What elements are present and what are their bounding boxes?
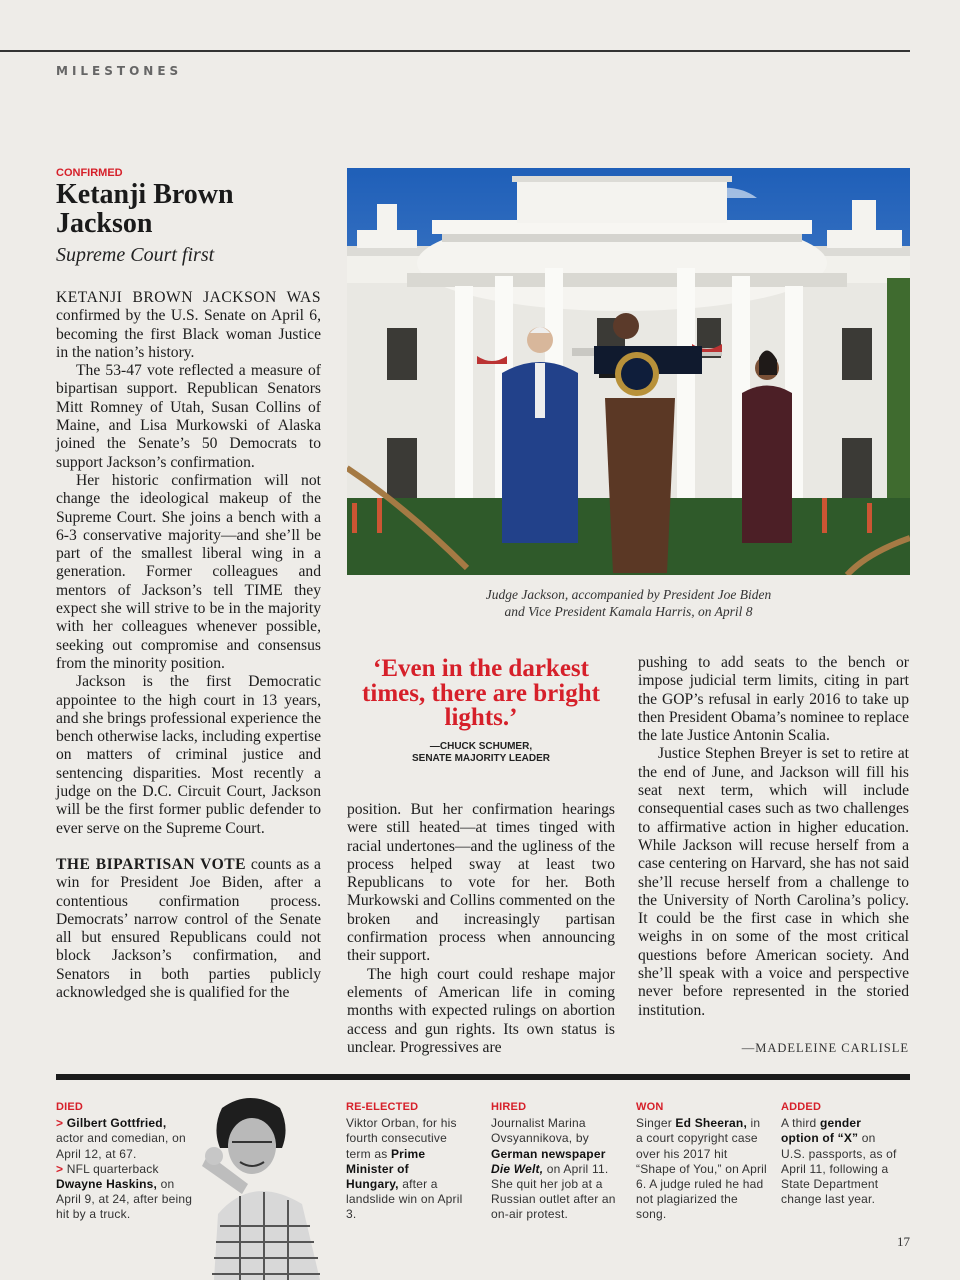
paragraph: The high court could reshape major elements of American life in coming months with expected rulings on abortion access and gun rights. Its own status is unclear. Progressives are bbox=[347, 965, 615, 1056]
brief-text: Singer bbox=[636, 1116, 676, 1131]
byline: —MADELEINE CARLISLE bbox=[741, 1041, 909, 1055]
article-column-1 bbox=[56, 289, 321, 1002]
attribution-line: —CHUCK SCHUMER, bbox=[429, 741, 533, 752]
brief-text: after a landslide win on April 3. bbox=[346, 1177, 463, 1222]
brief-text: NFL quarterback bbox=[66, 1161, 159, 1176]
pull-quote-attribution bbox=[347, 741, 615, 765]
paragraph: Her historic confirmation will not change the ideological makeup of the Supreme Court. She joins a bench with a 6-3 conservative majority—and she’ll be part of the smallest liberal wing in a generation. Former colleagues and mentors of Jackson’s tell TIME they expect she will strive to be in the majority with her colleagues whenever possible, seeking out compromise and consensus from the minority position. bbox=[56, 471, 321, 672]
feature-kicker: CONFIRMED bbox=[56, 167, 123, 179]
lead-in: KETANJI BROWN JACKSON WAS bbox=[56, 289, 321, 306]
brief-added bbox=[781, 1100, 901, 1207]
brief-text: on U.S. passports, as of April 11, following a State Department change last year. bbox=[781, 1131, 897, 1207]
brief-name: Prime Minister of Hungary, bbox=[346, 1146, 426, 1192]
caption-line: Judge Jackson, accompanied by President Joe Biden bbox=[485, 587, 772, 602]
brief-name: German newspaper bbox=[491, 1146, 606, 1161]
arrow-icon: > bbox=[56, 1161, 64, 1176]
attribution-line: SENATE MAJORITY LEADER bbox=[412, 753, 550, 764]
paragraph: Jackson is the first Democratic appointee to the high court in 13 years, and she brings professional experience the bench otherwise lacks, including expertise on matters of criminal justice and sentencing disparities. Most recently a judge on the D.C. Circuit Court, Jackson will be the first former public defender to ever serve on the Supreme Court. bbox=[56, 673, 321, 837]
section-label: MILESTONES bbox=[56, 64, 183, 78]
brief-label: ADDED bbox=[781, 1101, 822, 1113]
brief-text: actor and comedian, on April 12, at 67. bbox=[56, 1131, 186, 1161]
paragraph-text: counts as a win for President Joe Biden, after a contentious confirmation process. Democrats’ narrow control of the Senate all but ensured Republicans could not block Jackson’s confirmation, and Senators in both parties publicly acknowledged she is qualified for the bbox=[56, 855, 321, 1001]
paragraph: The 53-47 vote reflected a measure of bipartisan support. Republican Senators Mitt Romney of Utah, Susan Collins of Maine, and Lisa Murkowski of Alaska joined the Senate’s 50 Democrats to support Jackson’s confirmation. bbox=[56, 362, 321, 471]
article-column-3 bbox=[638, 654, 909, 1020]
brief-text: on April 9, at 24, after being hit by a truck. bbox=[56, 1177, 193, 1222]
brief-name: Gilbert Gottfried, bbox=[66, 1116, 167, 1131]
portrait-illustration bbox=[200, 1096, 330, 1280]
brief-text: Journalist Marina Ovsyannikova, by bbox=[491, 1116, 589, 1146]
brief-reelected bbox=[346, 1100, 464, 1223]
photo-caption bbox=[347, 586, 910, 620]
brief-name: Ed Sheeran, bbox=[675, 1116, 747, 1131]
white-house-photo bbox=[347, 168, 910, 575]
brief-label: DIED bbox=[56, 1101, 84, 1113]
brief-text: A third bbox=[781, 1116, 820, 1131]
arrow-icon: > bbox=[56, 1116, 64, 1131]
brief-won bbox=[636, 1100, 768, 1223]
brief-label: RE-ELECTED bbox=[346, 1101, 419, 1113]
brief-label: HIRED bbox=[491, 1101, 527, 1113]
ceremony-illustration bbox=[347, 168, 910, 575]
page-number: 17 bbox=[897, 1234, 910, 1249]
paragraph: Justice Stephen Breyer is set to retire at the end of June, and Jackson will fill his seat next term, which will include consequential cases such as two challenges to affirmative action in higher education. While Jackson will recuse herself from a case centering on Harvard, she has not said she’ll recuse herself from a challenge to the University of North Carolina’s policy. It could be the first case in which she weighs in on some of the most critical questions before American society. And she’ll speak with a voice and perspective never before represented in the storied institution. bbox=[638, 745, 909, 1019]
top-rule bbox=[0, 50, 910, 52]
brief-died bbox=[56, 1100, 196, 1223]
feature-dek: Supreme Court first bbox=[56, 244, 215, 266]
feature-headline: Ketanji Brown Jackson bbox=[56, 179, 234, 239]
lead-in: THE BIPARTISAN VOTE bbox=[56, 855, 247, 873]
article-column-2 bbox=[347, 801, 615, 1057]
brief-text: in a court copyright case over his 2017 hit “Shape of You,” on April 6. A judge ruled he had not plagiarized the song. bbox=[636, 1116, 767, 1222]
brief-name: gender option of “X” bbox=[781, 1116, 862, 1146]
brief-publication: Die Welt, bbox=[491, 1161, 544, 1176]
paragraph: pushing to add seats to the bench or impose judicial term limits, citing in part the GOP’s refusal in early 2016 to take up then President Obama’s nominee to replace the late Justice Antonin Scalia. bbox=[638, 654, 909, 745]
paragraph: position. But her confirmation hearings were still heated—at times tinged with racial undertones—and the ugliness of the process helped sway at least two Republicans to vote for her. Both Murkowski and Collins commented on the broken and increasingly partisan confirmation process when announcing their support. bbox=[347, 801, 615, 965]
caption-line: and Vice President Kamala Harris, on April 8 bbox=[504, 604, 753, 619]
paragraph-text: confirmed by the U.S. Senate on April 6, becoming the first Black woman Justice in the nation’s history. bbox=[56, 307, 321, 361]
brief-text: on April 11. She quit her job at a Russian outlet after an on-air protest. bbox=[491, 1161, 616, 1222]
brief-name: Dwayne Haskins, bbox=[56, 1177, 158, 1192]
brief-label: WON bbox=[636, 1101, 664, 1113]
pull-quote: ‘Even in the darkest times, there are bright lights.’ bbox=[362, 655, 600, 731]
section-divider bbox=[56, 1074, 910, 1080]
brief-text: Viktor Orban, for his fourth consecutive term as bbox=[346, 1116, 457, 1161]
brief-hired bbox=[491, 1100, 621, 1223]
gottfried-portrait bbox=[200, 1096, 330, 1280]
